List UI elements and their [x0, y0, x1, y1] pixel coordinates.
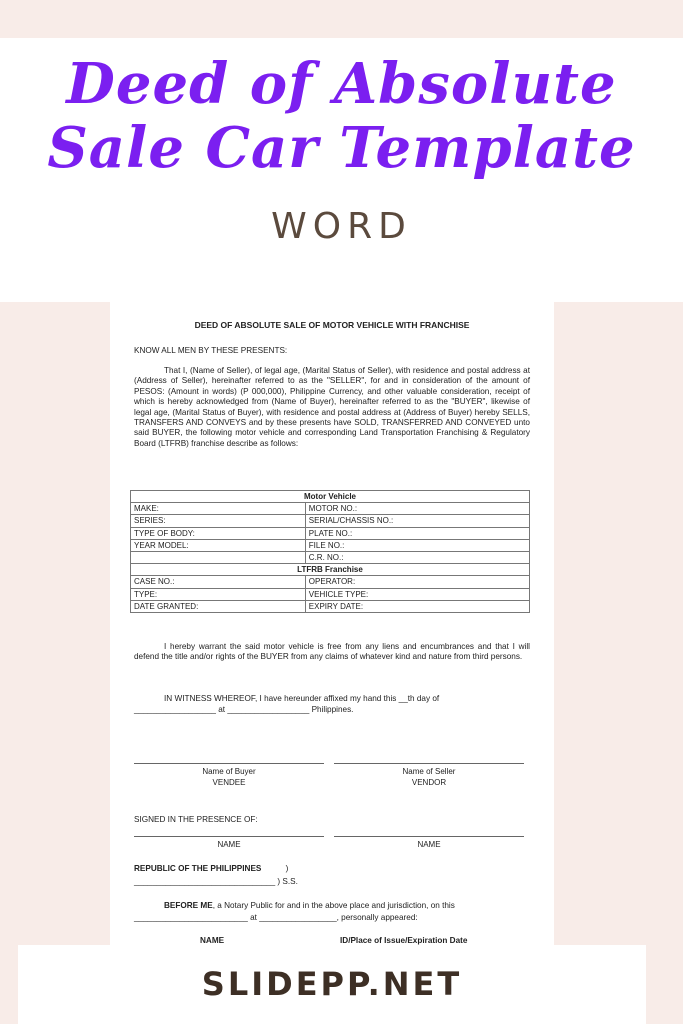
republic-paren: ) [285, 864, 289, 873]
buyer-name: Name of Buyer [202, 767, 256, 776]
table-cell: VEHICLE TYPE: [305, 588, 529, 600]
seller-signature-line [334, 763, 524, 764]
notary-text: , a Notary Public for and in the above place and jurisdiction, on this [212, 901, 455, 910]
witness-name-left: NAME [217, 840, 241, 849]
table-row [131, 588, 530, 600]
republic-block [134, 864, 530, 874]
salutation: KNOW ALL MEN BY THESE PRESENTS: [134, 346, 288, 355]
table-cell: OPERATOR: [305, 576, 529, 588]
site-name: SLIDEPP.NET [201, 965, 463, 1003]
table-cell: SERIES: [131, 515, 306, 527]
title-line-1: Deed of Absolute [66, 51, 617, 117]
document-preview [110, 302, 554, 952]
buyer-signature-line [134, 763, 324, 764]
column-name-header: NAME [200, 936, 225, 945]
table-cell: SERIAL/CHASSIS NO.: [305, 515, 529, 527]
table-cell: EXPIRY DATE: [305, 600, 529, 612]
table-cell: PLATE NO.: [305, 527, 529, 539]
republic-label: REPUBLIC OF THE PHILIPPINES [134, 864, 262, 873]
table-cell: YEAR MODEL: [131, 539, 306, 551]
page-subtitle: WORD [271, 206, 412, 247]
table-cell: TYPE OF BODY: [131, 527, 306, 539]
warranty-paragraph: I hereby warrant the said motor vehicle is free from any liens and encumbrances and that I will defend the title and/or rights of the BUYER from any claims of whatever kind and nature from third persons. [134, 642, 530, 662]
table-cell: MAKE: [131, 503, 306, 515]
seller-role: VENDOR [411, 778, 447, 787]
notary-paragraph [134, 901, 530, 911]
table-cell: MOTOR NO.: [305, 503, 529, 515]
header-banner [0, 38, 683, 302]
buyer-role: VENDEE [212, 778, 246, 787]
column-id-header: ID/Place of Issue/Expiration Date [340, 936, 468, 945]
table-cell [131, 551, 306, 563]
document-title: DEED OF ABSOLUTE SALE OF MOTOR VEHICLE WITH FRANCHISE [194, 320, 470, 330]
notary-bold: BEFORE ME [164, 901, 213, 910]
table-row [131, 551, 530, 563]
footer-banner [18, 945, 646, 1024]
seller-name: Name of Seller [402, 767, 456, 776]
witness-name-right: NAME [417, 840, 441, 849]
buyer-signature-label [134, 766, 324, 788]
notary-line-2: _________________________ at _________________, personally appeared: [134, 913, 418, 922]
witness-line-1: IN WITNESS WHEREOF, I have hereunder affixed my hand this __th day of [164, 694, 440, 703]
table-cell: CASE NO.: [131, 576, 306, 588]
motor-vehicle-heading: Motor Vehicle [131, 491, 530, 503]
table-row [131, 503, 530, 515]
table-cell: C.R. NO.: [305, 551, 529, 563]
ltfrb-heading: LTFRB Franchise [131, 564, 530, 576]
title-line-2: Sale Car Template [47, 115, 636, 181]
table-row [131, 515, 530, 527]
witness-signature-line-left [134, 836, 324, 837]
table-cell: FILE NO.: [305, 539, 529, 551]
table-cell: DATE GRANTED: [131, 600, 306, 612]
vehicle-table [130, 490, 530, 613]
signed-presence-label: SIGNED IN THE PRESENCE OF: [134, 815, 258, 824]
ss-line: _______________________________ ) S.S. [134, 877, 298, 886]
table-row [131, 539, 530, 551]
table-row [131, 527, 530, 539]
witness-signature-line-right [334, 836, 524, 837]
table-row [131, 576, 530, 588]
intro-paragraph: That I, (Name of Seller), of legal age, (Marital Status of Seller), with residence and postal address at (Address of Seller), hereinafter referred to as the "SELLER", for and in consideration of the amount of PESOS: (Amount in words) (P 000,000), Philippine Currency, and other valuable consideration, receipt of which is hereby acknowledged from (Name of Buyer), hereinafter referred to as the "BUYER", likewise of legal age, (Marital Status of Buyer), with residence and postal address at (Address of Buyer) hereby SELLS, TRANSFERS AND CONVEYS and by these presents have SOLD, TRANSFERRED AND CONVEYED unto said BUYER, the following motor vehicle and corresponding Land Transportation Franchising & Regulatory Board (LTFRB) franchise describe as follows: [134, 366, 530, 448]
table-row [131, 600, 530, 612]
table-cell: TYPE: [131, 588, 306, 600]
witness-line-2: __________________ at __________________ Philippines. [134, 705, 354, 714]
seller-signature-label [334, 766, 524, 788]
page-title [0, 38, 683, 180]
